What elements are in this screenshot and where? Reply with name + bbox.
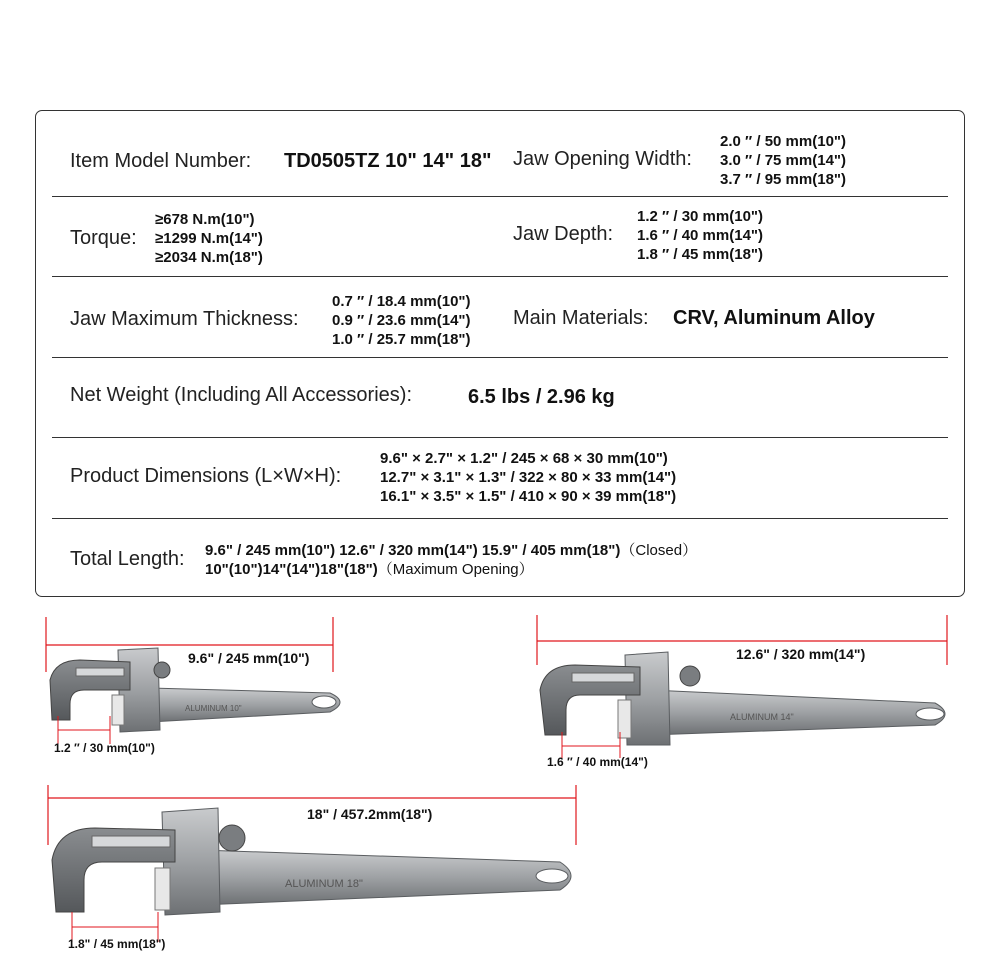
total-length-values: 9.6" / 245 mm(10") 12.6" / 320 mm(14") 15.9" / 405 mm(18")（Closed） 10"(10")14"(14")18"(18")（Maximum Opening） (205, 542, 698, 578)
torque-label: Torque: (70, 227, 137, 249)
jaw-thickness-values: 0.7 ″ / 18.4 mm(10") 0.9 ″ / 23.6 mm(14") 1.0 ″ / 25.7 mm(18") (332, 293, 471, 348)
wrench-10-jaw: 1.2 ″ / 30 mm(10") (54, 741, 155, 755)
wrench-18-jaw: 1.8" / 45 mm(18") (68, 937, 166, 951)
weight-label: Net Weight (Including All Accessories): (70, 384, 413, 406)
jaw-opening-label: Jaw Opening Width: (513, 148, 692, 170)
torque-values: ≥678 N.m(10") ≥1299 N.m(14") ≥2034 N.m(18") (155, 211, 263, 266)
wrench-14-drawing (537, 615, 947, 758)
wrench-10-engraving: ALUMINUM 10" (185, 704, 242, 713)
model-label: Item Model Number: (70, 150, 252, 172)
wrench-14-engraving: ALUMINUM 14" (730, 712, 794, 722)
wrench-14-jaw: 1.6 ″ / 40 mm(14") (547, 755, 648, 769)
jaw-thickness-label: Jaw Maximum Thickness: (70, 308, 299, 330)
jaw-depth-label: Jaw Depth: (513, 223, 614, 245)
jaw-depth-values: 1.2 ″ / 30 mm(10") 1.6 ″ / 40 mm(14") 1.8 ″ / 45 mm(18") (637, 208, 764, 263)
dimensions-values: 9.6" × 2.7" × 1.2" / 245 × 68 × 30 mm(10") 12.7" × 3.1" × 1.3" / 322 × 80 × 33 mm(14") 16.1" × 3.5" × 1.5" / 410 × 90 × 39 mm(18") (380, 450, 677, 505)
weight-value: 6.5 lbs / 2.96 kg (468, 386, 615, 408)
wrench-14-length: 12.6" / 320 mm(14") (736, 646, 866, 662)
jaw-opening-values: 2.0 ″ / 50 mm(10") 3.0 ″ / 75 mm(14") 3.7 ″ / 95 mm(18") (720, 133, 847, 188)
wrench-10-length: 9.6" / 245 mm(10") (188, 650, 310, 666)
wrench-18-engraving: ALUMINUM 18" (285, 878, 363, 890)
wrench-18-length: 18" / 457.2mm(18") (307, 806, 433, 822)
materials-label: Main Materials: (513, 307, 649, 329)
wrench-10-drawing (46, 617, 340, 744)
total-length-label: Total Length: (70, 548, 185, 570)
model-value: TD0505TZ 10" 14" 18" (284, 150, 492, 172)
materials-value: CRV, Aluminum Alloy (673, 307, 875, 329)
dimensions-label: Product Dimensions (L×W×H): (70, 465, 342, 487)
